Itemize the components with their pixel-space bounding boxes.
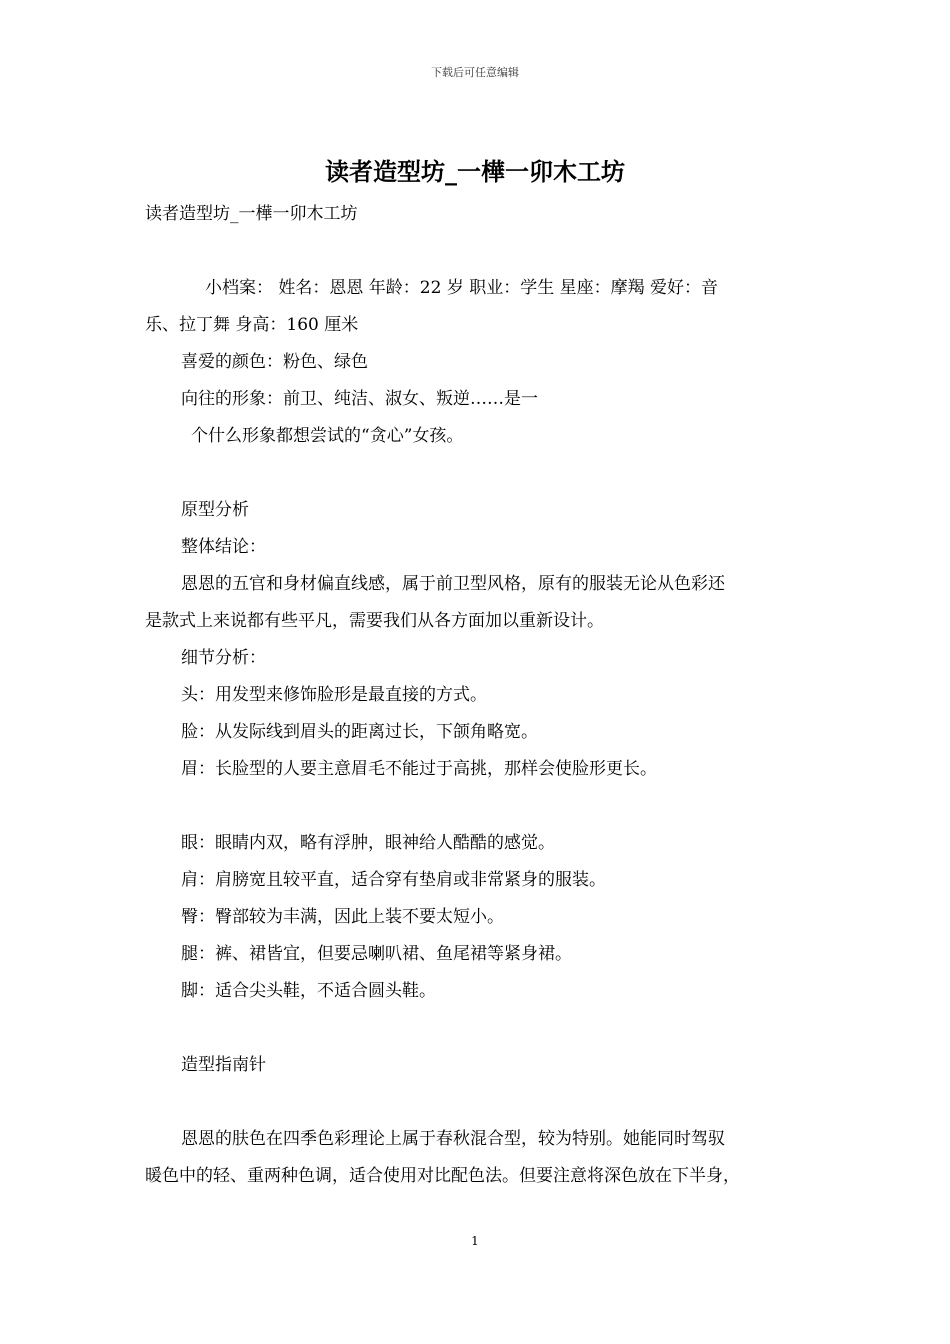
- guide-heading: 造型指南针: [181, 1055, 266, 1075]
- spacer: [145, 455, 810, 492]
- profile-image-line-1: 向往的形象：前卫、纯洁、淑女、叛逆……是一: [181, 389, 538, 409]
- guide-para-line-2: 暖色中的轻、重两种色调，适合使用对比配色法。但要注意将深色放在下半身，: [145, 1166, 740, 1186]
- detail-face: 脸：从发际线到眉头的距离过长，下颌角略宽。: [181, 722, 538, 742]
- detail-feet: 脚：适合尖头鞋，不适合圆头鞋。: [181, 981, 436, 1001]
- page-header: 下载后可任意编辑: [431, 66, 519, 79]
- overall-label: 整体结论：: [181, 537, 266, 557]
- spacer: [145, 1084, 810, 1121]
- detail-label: 细节分析：: [181, 648, 266, 668]
- detail-hip: 臀：臀部较为丰满，因此上装不要太短小。: [181, 907, 504, 927]
- detail-shoulder: 肩：肩膀宽且较平直，适合穿有垫肩或非常紧身的服装。: [181, 870, 606, 890]
- profile-colors: 喜爱的颜色：粉色、绿色: [181, 352, 368, 372]
- spacer: [145, 788, 810, 825]
- page-number: 1: [471, 1234, 479, 1248]
- guide-para-line-1: 恩恩的肤色在四季色彩理论上属于春秋混合型，较为特别。她能同时驾驭: [181, 1129, 725, 1149]
- detail-head: 头：用发型来修饰脸形是最直接的方式。: [181, 685, 487, 705]
- overall-line-2: 是款式上来说都有些平凡，需要我们从各方面加以重新设计。: [145, 611, 604, 631]
- spacer: [145, 233, 810, 270]
- profile-line-2: 乐、拉丁舞 身高：160 厘米: [145, 315, 359, 335]
- overall-line-1: 恩恩的五官和身材偏直线感，属于前卫型风格，原有的服装无论从色彩还: [181, 574, 725, 594]
- detail-eyes: 眼：眼睛内双，略有浮肿，眼神给人酷酷的感觉。: [181, 833, 555, 853]
- analysis-heading: 原型分析: [181, 500, 249, 520]
- detail-brow: 眉：长脸型的人要主意眉毛不能过于高挑，那样会使脸形更长。: [181, 759, 657, 779]
- document-body: [145, 196, 810, 1195]
- document-title: 读者造型坊_一樺一卯木工坊: [325, 157, 625, 186]
- spacer: [145, 1010, 810, 1047]
- profile-line-1: 小档案： 姓名：恩恩 年龄：22 岁 职业：学生 星座：摩羯 爱好：音: [205, 278, 719, 298]
- subtitle: 读者造型坊_一樺一卯木工坊: [145, 204, 358, 224]
- detail-legs: 腿：裤、裙皆宜，但要忌喇叭裙、鱼尾裙等紧身裙。: [181, 944, 572, 964]
- profile-image-line-2: 个什么形象都想尝试的“贪心”女孩。: [191, 426, 464, 446]
